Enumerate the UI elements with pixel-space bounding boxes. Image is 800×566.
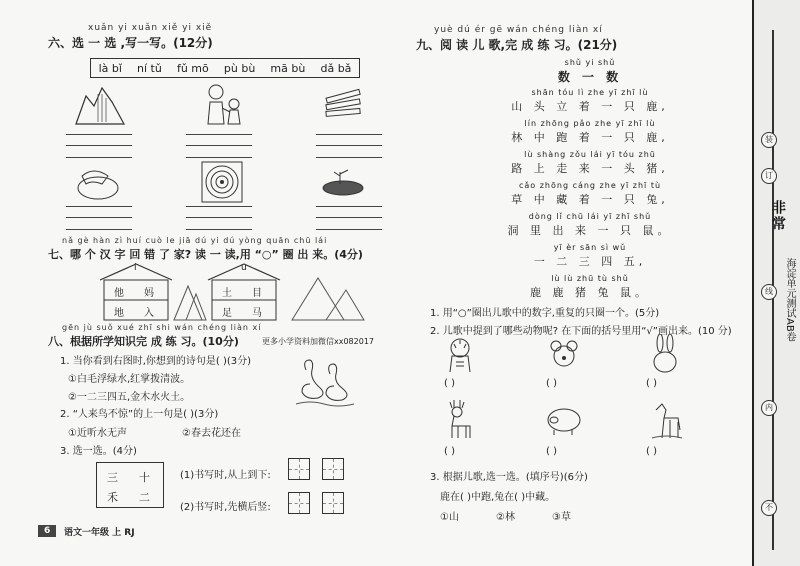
answer-lines[interactable] [316, 206, 382, 230]
house2-char[interactable]: 马 [252, 308, 262, 319]
poem-line[interactable]: 林 中 跑 着 一 只 鹿, [511, 131, 669, 144]
q8-s3-b: (2)书写时,先横后竖: [180, 502, 271, 513]
horse-picture [648, 400, 684, 440]
answer-lines[interactable] [66, 206, 132, 230]
q6-pinyin: xuǎn yi xuǎn xiě yi xiě [88, 23, 213, 33]
house1-char[interactable]: 地 [114, 308, 124, 319]
mud-puddle-picture [320, 166, 366, 198]
poem-line[interactable]: 鹿 鹿 猪 兔 鼠。 [530, 286, 650, 299]
right-page [400, 0, 800, 566]
mouse-picture [546, 338, 582, 372]
watermark-note: 更多小学资料加微信xx082017 [262, 337, 375, 346]
house2-roof-letter: u [241, 263, 247, 273]
waterfall-picture [72, 82, 128, 126]
binding-circle: 不 [761, 500, 777, 516]
house2-char[interactable]: 足 [222, 308, 232, 319]
binding-circle: 订 [761, 168, 777, 184]
q8-s3-a: (1)书写时,从上到下: [180, 470, 271, 481]
house2-char[interactable]: 土 [222, 288, 232, 299]
poem-line[interactable]: 一 二 三 四 五, [533, 255, 647, 268]
poem-line-pinyin: shān tóu lì zhe yī zhī lù [531, 88, 649, 97]
q8-char: 三 [107, 471, 118, 484]
poem-title-pinyin: shǔ yi shǔ [564, 58, 616, 67]
q6-word-box [90, 58, 360, 78]
poem-line-pinyin: yī èr sān sì wǔ [553, 243, 627, 252]
house1-roof-letter: i [134, 263, 137, 273]
poem-line-pinyin: lù lù zhū tù shǔ [551, 274, 629, 283]
geese-picture [294, 356, 356, 408]
q9-s3-option[interactable]: ③草 [552, 512, 571, 523]
poem-line[interactable]: 山 头 立 着 一 只 鹿, [511, 100, 669, 113]
q6-word: pù bù [223, 61, 256, 75]
answer-bracket[interactable]: ( ) [646, 446, 657, 457]
stroking-hand-picture [72, 162, 122, 202]
house1-char[interactable]: 妈 [144, 288, 154, 299]
poem-title: 数 一 数 [557, 70, 623, 84]
answer-bracket[interactable]: ( ) [444, 446, 455, 457]
answer-bracket[interactable]: ( ) [444, 378, 455, 389]
q6-word: ní tǔ [137, 61, 162, 75]
q6-word: là bǐ [98, 61, 122, 75]
poem-line-pinyin: lín zhōng pǎo zhe yī zhī lù [524, 119, 656, 128]
poem-line-pinyin: lù shàng zǒu lái yī tóu zhū [524, 150, 656, 159]
q9-s1: 1. 用“○”圈出儿歌中的数字,重复的只圈一个。(5分) [430, 308, 660, 319]
q9-s3-option[interactable]: ①山 [440, 512, 459, 523]
brand-logo-text: 非常 [770, 200, 786, 232]
q7-pinyin: nǎ gè hàn zì huí cuò le jiā dú yi dú yòng quān chū lái [62, 236, 328, 245]
rabbit-picture [650, 334, 680, 374]
q9-title: 九、阅 读 儿 歌,完 成 练 习。(21分) [416, 38, 618, 52]
binding-sidebar [752, 0, 800, 566]
q8-s2: 2. “人来鸟不惊”的上一句是( )(3分) [60, 409, 219, 420]
poem-line[interactable]: 草 中 藏 着 一 只 兔, [511, 193, 669, 206]
binding-circle: 内 [761, 400, 777, 416]
mother-child-picture [200, 82, 250, 126]
q8-char: 十 [139, 471, 150, 484]
q6-word: mā bù [270, 61, 306, 75]
writing-grid[interactable] [322, 458, 344, 480]
tiger-picture [440, 336, 480, 374]
q8-s1-option[interactable]: ①白毛浮绿水,红掌拨清波。 [68, 374, 191, 385]
poem-line-pinyin: cǎo zhōng cáng zhe yī zhī tù [518, 181, 662, 190]
writing-grid[interactable] [322, 492, 344, 514]
house1-char[interactable]: 入 [144, 308, 154, 319]
q8-title: 八、根据所学知识完 成 练 习。(10分) [48, 335, 239, 348]
book-title: 语文一年级 上 RJ [64, 528, 135, 538]
q8-char: 禾 [107, 491, 118, 504]
q8-s1-option[interactable]: ②一二三四五,金木水火土。 [68, 392, 191, 403]
poem-line[interactable]: 洞 里 出 来 一 只 鼠。 [507, 224, 673, 237]
poem-line-pinyin: dòng lǐ chū lái yī zhī shǔ [528, 212, 652, 221]
writing-grid[interactable] [288, 458, 310, 480]
target-picture [200, 160, 244, 204]
answer-lines[interactable] [186, 206, 252, 230]
answer-lines[interactable] [186, 134, 252, 158]
q9-s3-option[interactable]: ②林 [496, 512, 515, 523]
q8-s2-option[interactable]: ②春去花还在 [182, 428, 241, 439]
q9-s3-line[interactable]: 鹿在( )中跑,兔在( )中藏。 [440, 492, 556, 503]
page-number: 6 [38, 525, 56, 537]
house1-char[interactable]: 他 [114, 288, 124, 299]
q9-s3: 3. 根据儿歌,选一选。(填序号)(6分) [430, 472, 588, 483]
brand-subtitle: 海淀单元测试AB卷 [784, 258, 795, 342]
q8-pinyin: gēn jù suǒ xué zhī shi wán chéng liàn xí [62, 323, 262, 332]
q8-s3: 3. 选一选。(4分) [60, 446, 137, 457]
answer-bracket[interactable]: ( ) [646, 378, 657, 389]
crayons-picture [322, 88, 366, 122]
q6-word: fǔ mō [176, 61, 209, 75]
pig-picture [544, 404, 584, 436]
q8-char: 二 [139, 491, 150, 504]
answer-lines[interactable] [316, 134, 382, 158]
q9-pinyin: yuè dú ér gē wán chéng liàn xí [434, 25, 603, 35]
q8-s1: 1. 当你看到右图时,你想到的诗句是( )(3分) [60, 356, 252, 367]
q7-title: 七、哪 个 汉 字 回 错 了 家? 读 一 读,用 “○” 圈 出 来。(4分) [48, 248, 363, 261]
q6-word: dǎ bǎ [320, 61, 352, 75]
poem-line[interactable]: 路 上 走 来 一 头 猪, [511, 162, 669, 175]
q6-title: 六、选 一 选 ,写一写。(12分) [48, 36, 213, 50]
q8-s2-option[interactable]: ①近听水无声 [68, 428, 127, 439]
writing-grid[interactable] [288, 492, 310, 514]
deer-picture [440, 398, 478, 440]
answer-lines[interactable] [66, 134, 132, 158]
answer-bracket[interactable]: ( ) [546, 378, 557, 389]
answer-bracket[interactable]: ( ) [546, 446, 557, 457]
binding-circle: 装 [761, 132, 777, 148]
binding-circle: 线 [761, 284, 777, 300]
q8-char-box [96, 462, 164, 508]
house2-char[interactable]: 目 [252, 288, 262, 299]
q9-s2: 2. 儿歌中提到了哪些动物呢? 在下面的括号里用“√”画出来。(10 分) [430, 326, 732, 337]
